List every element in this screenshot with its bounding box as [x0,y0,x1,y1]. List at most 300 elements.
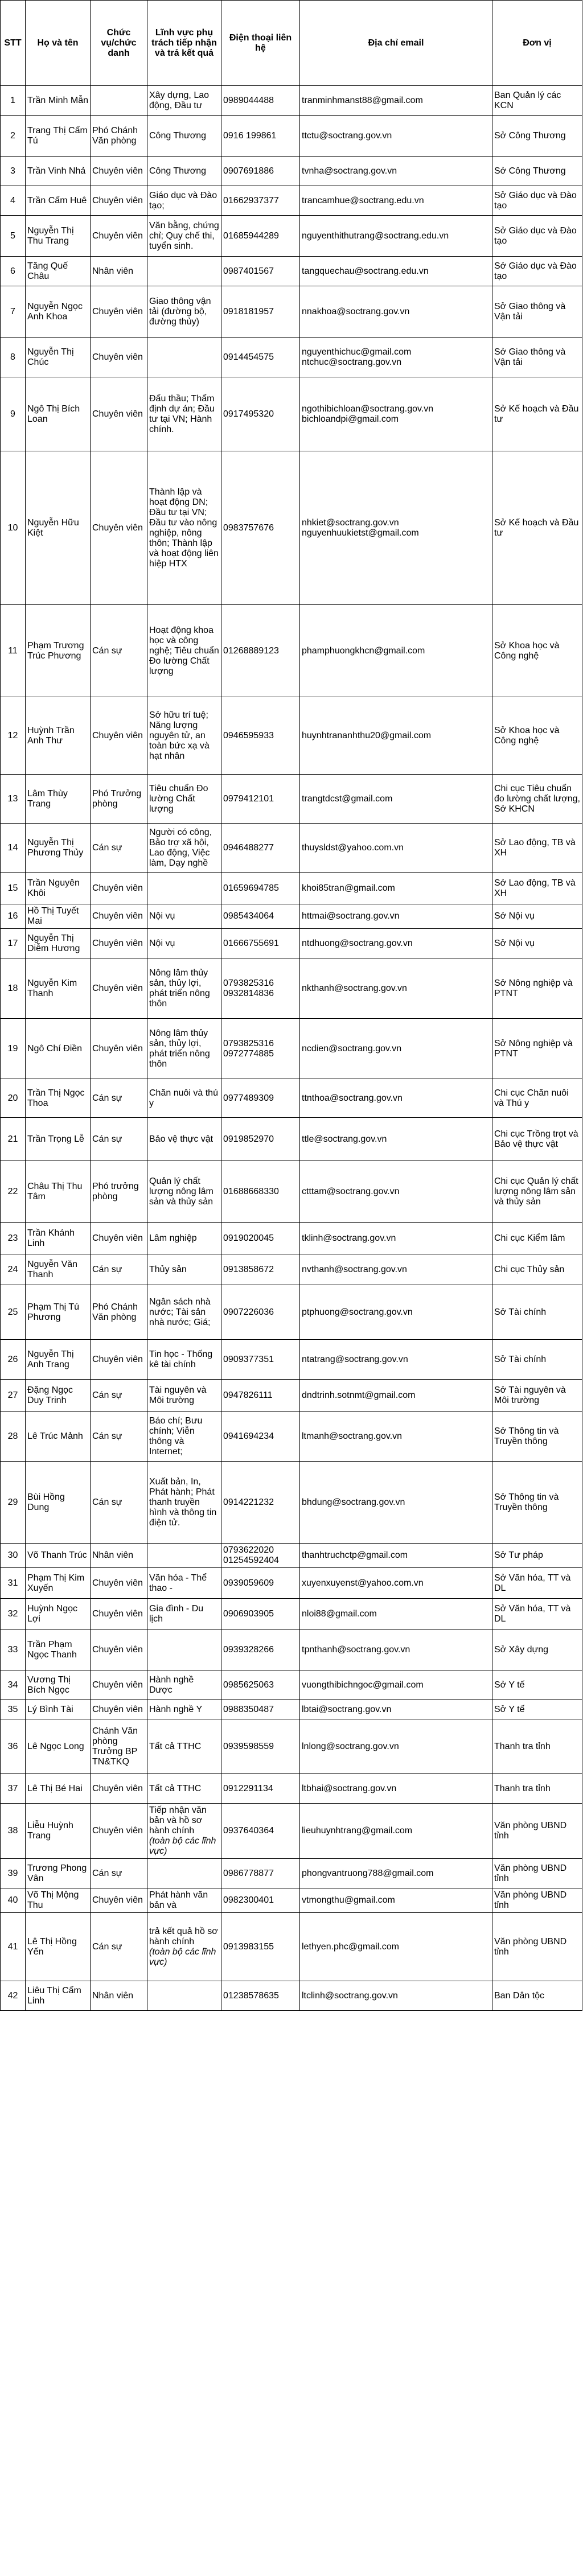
cell-text: Sở Công Thương [494,166,566,176]
cell-field [147,1888,221,1913]
cell-text: 40 [7,1895,18,1905]
cell-field [147,1019,221,1079]
cell-text: huynhtrananhthu20@gmail.com [302,730,432,740]
cell-stt [1,1340,26,1380]
cell-text: Chuyên viên [92,983,143,993]
cell-text: Chuyên viên [92,1704,143,1714]
cell-email [300,451,492,605]
cell-email [300,1599,492,1629]
table-row [1,1285,582,1340]
table-row [1,1981,582,2011]
cell-text: 01238578635 [223,1990,279,2001]
cell-text: Chuyên viên [92,1644,143,1655]
cell-position [91,86,147,116]
cell-text: Sở Nội vụ [494,911,535,921]
header-unit: Đơn vị [492,1,582,86]
cell-text: Người có công, Bảo trợ xã hội, Lao động, Việc làm, Dạy nghề [149,827,212,868]
cell-field [147,86,221,116]
cell-line: bichloandpi@gmail.com [302,414,399,424]
cell-text: Phó Chánh Văn phòng [92,1302,138,1322]
header-email: Địa chỉ email [300,1,492,86]
cell-stt [1,1161,26,1223]
table-row [1,1719,582,1774]
cell-text: Ban Quản lý các KCN [494,90,561,110]
cell-text: Chuyên viên [92,1354,143,1364]
cell-full-name [26,1285,91,1340]
cell-text: Lê Thị Bé Hai [27,1783,83,1793]
cell-text: 0939059609 [223,1578,274,1588]
cell-text: Nguyễn Thị Thu Trang [27,225,74,246]
cell-phone [221,697,300,775]
cell-text: Chuyên viên [92,1578,143,1588]
cell-text: Giáo dục và Đào tạo; [149,190,217,211]
cell-position [91,1118,147,1161]
cell-text: Sở Nội vụ [494,938,535,948]
cell-text: ttle@soctrang.gov.vn [302,1134,387,1144]
cell-email [300,1462,492,1544]
cell-unit [492,1888,582,1913]
cell-text: 2 [10,130,15,141]
cell-text: lnlong@soctrang.gov.vn [302,1741,399,1751]
cell-email [300,86,492,116]
cell-unit [492,186,582,216]
cell-field [147,1599,221,1629]
cell-full-name [26,1079,91,1118]
cell-line: 0793825316 [223,1038,274,1048]
cell-phone [221,1719,300,1774]
cell-text: 17 [7,938,18,948]
cell-text: Chăn nuôi và thú y [149,1088,218,1108]
cell-text: tangquechau@soctrang.edu.vn [302,266,429,276]
cell-text: Tăng Quế Châu [27,261,68,281]
cell-full-name [26,1859,91,1888]
table-row [1,1340,582,1380]
cell-stt [1,451,26,605]
cell-email [300,1774,492,1804]
cell-text: Lâm nghiệp [149,1233,197,1243]
cell-text: Nông lâm thủy sản, thủy lợi, phát triển nông thôn [149,1028,210,1069]
cell-text: Chuyên viên [92,306,143,316]
cell-email [300,824,492,873]
cell-unit [492,1118,582,1161]
cell-text: 4 [10,195,15,205]
cell-email [300,697,492,775]
table-row [1,116,582,157]
cell-text: Lâm Thùy Trang [27,788,68,809]
cell-text: 0982300401 [223,1895,274,1905]
cell-text: Chuyên viên [92,883,143,893]
cell-full-name [26,929,91,958]
cell-position [91,1412,147,1462]
cell-text: Sở Tài nguyên và Môi trường [494,1385,566,1405]
cell-text: Ngân sách nhà nước; Tài sản nhà nước; Giá; [149,1297,211,1327]
cell-position [91,1380,147,1412]
cell-text: Văn bằng, chứng chỉ; Quy chế thi, tuyển sinh. [149,220,219,251]
cell-text: Liêu Thị Cẩm Linh [27,1985,81,2006]
cell-unit [492,1599,582,1629]
cell-phone [221,1670,300,1700]
cell-full-name [26,1544,91,1568]
cell-email [300,286,492,338]
cell-text: Sở Y tế [494,1704,525,1714]
table-row [1,1599,582,1629]
cell-text: Chuyên viên [92,409,143,419]
cell-line: ntchuc@soctrang.gov.vn [302,357,402,367]
cell-text: Chuyên viên [92,938,143,948]
cell-position [91,1700,147,1719]
cell-unit [492,377,582,451]
table-row [1,1079,582,1118]
cell-unit [492,1700,582,1719]
cell-text: 01685944289 [223,231,279,241]
cell-text: 42 [7,1990,18,2001]
cell-phone [221,1859,300,1888]
cell-email [300,377,492,451]
cell-text: Sở Lao động, TB và XH [494,878,576,898]
cell-position [91,377,147,451]
cell-unit [492,1804,582,1859]
cell-stt [1,1380,26,1412]
cell-text: Nhân viên [92,1550,134,1560]
cell-text: nvthanh@soctrang.gov.vn [302,1264,407,1274]
cell-phone [221,216,300,257]
cell-full-name [26,1118,91,1161]
cell-stt [1,1568,26,1599]
cell-phone [221,377,300,451]
cell-stt [1,1804,26,1859]
cell-text: Văn phòng UBND tỉnh [494,1863,567,1883]
cell-text: 13 [7,793,18,804]
cell-unit [492,116,582,157]
cell-text: Bảo vệ thực vật [149,1134,214,1144]
cell-text: dndtrinh.sotnmt@gmail.com [302,1390,416,1400]
cell-position [91,1254,147,1285]
cell-stt [1,1079,26,1118]
header-full-name: Họ và tên [26,1,91,86]
cell-full-name [26,697,91,775]
cell-unit [492,1223,582,1254]
cell-phone [221,1285,300,1340]
cell-field [147,1340,221,1380]
cell-email [300,1568,492,1599]
cell-email [300,1629,492,1670]
cell-text: 24 [7,1264,18,1274]
cell-full-name [26,451,91,605]
cell-text: 30 [7,1550,18,1560]
cell-text: 0983757676 [223,522,274,533]
cell-text: vtmongthu@gmail.com [302,1895,395,1905]
cell-field [147,929,221,958]
cell-full-name [26,377,91,451]
table-row [1,1774,582,1804]
cell-text: 32 [7,1608,18,1619]
cell-text: 0916 199861 [223,130,277,141]
cell-text: Văn hóa - Thể thao - [149,1573,207,1593]
cell-field [147,1544,221,1568]
cell-text: Ngô Thị Bích Loan [27,404,80,424]
cell-text: 0985434064 [223,911,274,921]
table-row [1,824,582,873]
cell-text: nnakhoa@soctrang.gov.vn [302,306,410,316]
cell-text: xuyenxuyenst@yahoo.com.vn [302,1578,424,1588]
cell-position [91,1629,147,1670]
header-phone: Điện thoại liên hệ [221,1,300,86]
cell-stt [1,1888,26,1913]
cell-unit [492,1719,582,1774]
cell-text: lethyen.phc@gmail.com [302,1941,399,1952]
table-row [1,1118,582,1161]
cell-line: 0793825316 [223,978,274,988]
cell-email [300,1859,492,1888]
cell-text: 7 [10,306,15,316]
cell-email [300,1118,492,1161]
cell-field [147,1079,221,1118]
field-note: (toàn bộ các lĩnh vực) [149,1947,216,1967]
table-row [1,1859,582,1888]
cell-text: 0947826111 [223,1390,273,1400]
cell-field [147,1223,221,1254]
cell-text: 0946488277 [223,842,274,853]
cell-unit [492,1380,582,1412]
cell-text: Bùi Hồng Dung [27,1492,65,1512]
cell-position [91,1913,147,1981]
cell-text: Đặng Ngọc Duy Trinh [27,1385,73,1405]
cell-text: Thanh tra tỉnh [494,1741,551,1751]
cell-unit [492,1670,582,1700]
cell-email [300,1700,492,1719]
cell-full-name [26,1629,91,1670]
cell-text: Cán sự [92,1868,122,1878]
cell-position [91,338,147,377]
cell-text: ltclinh@soctrang.gov.vn [302,1990,398,2001]
cell-text: Thủy sản [149,1264,187,1274]
cell-unit [492,451,582,605]
cell-text: 28 [7,1431,18,1441]
cell-email [300,186,492,216]
cell-text: Chuyên viên [92,195,143,205]
cell-unit [492,1340,582,1380]
cell-email [300,1285,492,1340]
cell-phone [221,286,300,338]
cell-text: Sở Lao động, TB và XH [494,837,576,858]
cell-position [91,1774,147,1804]
cell-email [300,1981,492,2011]
cell-full-name [26,286,91,338]
cell-stt [1,958,26,1019]
cell-text: Phó Trưởng phòng [92,788,142,809]
cell-text: 26 [7,1354,18,1364]
cell-field [147,116,221,157]
table-row [1,1161,582,1223]
cell-text: Phát hành văn bản và [149,1890,208,1910]
cell-email [300,958,492,1019]
cell-position [91,1804,147,1859]
cell-stt [1,1700,26,1719]
cell-text: Sở Y tế [494,1680,525,1690]
cell-field [147,697,221,775]
cell-unit [492,1254,582,1285]
cell-phone [221,1462,300,1544]
table-row [1,605,582,697]
cell-text: ncdien@soctrang.gov.vn [302,1043,402,1054]
cell-stt [1,286,26,338]
cell-stt [1,1670,26,1700]
table-row [1,1223,582,1254]
cell-text: Sở hữu trí tuệ; Năng lượng nguyên tử, an toàn bức xạ và hạt nhân [149,710,210,761]
cell-field [147,1719,221,1774]
cell-line: nhkiet@soctrang.gov.vn [302,517,399,528]
cell-position [91,1888,147,1913]
cell-text: 0906903905 [223,1608,274,1619]
cell-text: Phạm Thị Kim Xuyến [27,1573,85,1593]
cell-text: 01268889123 [223,645,279,656]
cell-text: 9 [10,409,15,419]
cell-field [147,1161,221,1223]
cell-text: Nội vụ [149,911,175,921]
cell-phone [221,775,300,824]
cell-text: Chuyên viên [92,1783,143,1793]
cell-text: 0918181957 [223,306,274,316]
cell-text: ntatrang@soctrang.gov.vn [302,1354,408,1364]
cell-text: Lê Thị Hồng Yến [27,1936,77,1957]
table-row [1,377,582,451]
cell-text: Chuyên viên [92,1043,143,1054]
cell-text: 0988350487 [223,1704,274,1714]
cell-full-name [26,958,91,1019]
cell-text: 6 [10,266,15,276]
header-field: Lĩnh vực phụ trách tiếp nhận và trả kết quả [147,1,221,86]
cell-full-name [26,1700,91,1719]
table-row [1,697,582,775]
cell-text: Chuyên viên [92,1895,143,1905]
cell-text: 27 [7,1390,18,1400]
cell-text: Nguyễn Thị Anh Trang [27,1349,74,1369]
cell-full-name [26,1161,91,1223]
cell-position [91,697,147,775]
header-stt: STT [1,1,26,86]
cell-text: 31 [7,1578,18,1588]
cell-text: Sở Khoa học và Công nghệ [494,725,560,746]
cell-text: Cán sự [92,1264,122,1274]
cell-email [300,605,492,697]
cell-line: 0793622020 [223,1545,274,1555]
cell-email [300,904,492,929]
cell-field [147,1380,221,1412]
cell-phone [221,1700,300,1719]
cell-text: ltmanh@soctrang.gov.vn [302,1431,403,1441]
table-row [1,958,582,1019]
cell-text: phamphuongkhcn@gmail.com [302,645,425,656]
cell-text: Nguyễn Thị Diễm Hương [27,933,80,953]
cell-text: Sở Kế hoạch và Đầu tư [494,517,579,538]
cell-position [91,775,147,824]
cell-text: Sở Giao thông và Vận tải [494,301,566,322]
cell-email [300,157,492,186]
cell-position [91,1981,147,2011]
cell-text: Liễu Huỳnh Trang [27,1821,73,1841]
cell-email [300,1019,492,1079]
cell-text: Võ Thanh Trúc [27,1550,87,1560]
cell-text: 35 [7,1704,18,1714]
cell-text: Huỳnh Trần Anh Thư [27,725,75,746]
cell-text: 16 [7,911,18,921]
cell-text: httmai@soctrang.gov.vn [302,911,400,921]
cell-text: Hồ Thị Tuyết Mai [27,906,79,926]
cell-text: 0913858672 [223,1264,274,1274]
cell-text: lieuhuynhtrang@gmail.com [302,1826,413,1836]
cell-full-name [26,1223,91,1254]
cell-position [91,1340,147,1380]
cell-unit [492,157,582,186]
cell-line: 0932814836 [223,988,274,998]
cell-unit [492,824,582,873]
cell-stt [1,257,26,286]
cell-stt [1,605,26,697]
cell-text: 22 [7,1186,18,1196]
cell-stt [1,1285,26,1340]
cell-text: 41 [7,1941,18,1952]
cell-full-name [26,873,91,904]
cell-text: Sở Kế hoạch và Đầu tư [494,404,579,424]
cell-email [300,1544,492,1568]
cell-phone [221,186,300,216]
cell-text: 8 [10,352,15,362]
cell-full-name [26,904,91,929]
cell-position [91,451,147,605]
cell-text: Lê Trúc Mảnh [27,1431,83,1441]
cell-field [147,1700,221,1719]
cell-text: Chuyên viên [92,1680,143,1690]
cell-email [300,1380,492,1412]
cell-text: trangtdcst@gmail.com [302,793,393,804]
cell-text: 0913983155 [223,1941,274,1952]
cell-text: 0939598559 [223,1741,274,1751]
cell-full-name [26,824,91,873]
cell-email [300,1804,492,1859]
cell-full-name [26,1981,91,2011]
cell-text: Lê Ngọc Long [27,1741,84,1751]
cell-text: vuongthibichngoc@gmail.com [302,1680,424,1690]
cell-text: 01666755691 [223,938,279,948]
cell-phone [221,1804,300,1859]
cell-text: 23 [7,1233,18,1243]
cell-text: Chuyên viên [92,911,143,921]
table-row [1,1254,582,1285]
cell-text: Nguyễn Thị Chúc [27,347,74,367]
cell-unit [492,929,582,958]
cell-text: Văn phòng UBND tỉnh [494,1936,567,1957]
cell-stt [1,1412,26,1462]
cell-text: Vương Thị Bích Ngọc [27,1674,71,1695]
cell-phone [221,1118,300,1161]
table-row [1,86,582,116]
cell-full-name [26,1913,91,1981]
cell-text: Sở Giáo dục và Đào tạo [494,225,577,246]
cell-field [147,1774,221,1804]
cell-position [91,157,147,186]
cell-email [300,1670,492,1700]
cell-text: Sở Văn hóa, TT và DL [494,1573,571,1593]
cell-position [91,929,147,958]
cell-phone [221,1568,300,1599]
cell-phone [221,86,300,116]
cell-full-name [26,1412,91,1462]
cell-text: Lý Bình Tài [27,1704,73,1714]
cell-text: 0941694234 [223,1431,274,1441]
cell-field [147,186,221,216]
table-row [1,904,582,929]
cell-full-name [26,605,91,697]
